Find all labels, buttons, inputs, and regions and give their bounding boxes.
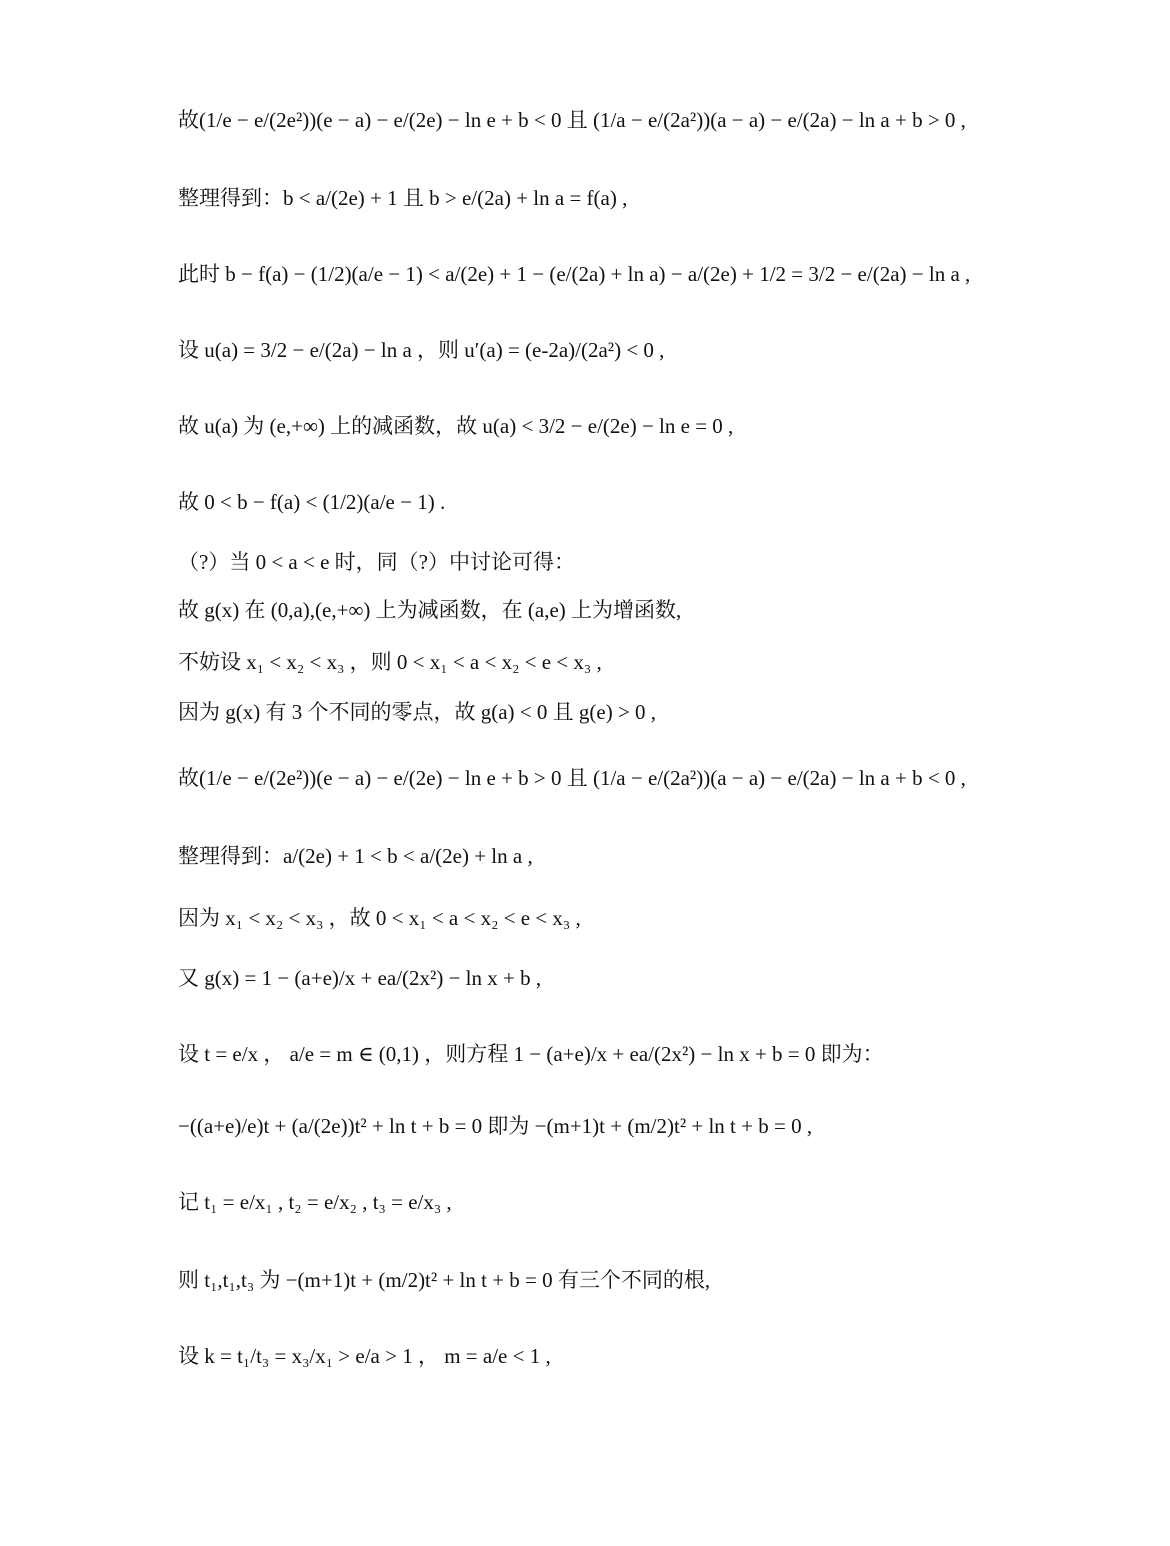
solution-line-14: 又 g(x) = 1 − (a+e)/x + ea/(2x²) − ln x + b , <box>178 966 542 990</box>
solution-line-5: 故 u(a) 为 (e,+∞) 上的减函数，故 u(a) < 3/2 − e/(2e) − ln e = 0 , <box>178 414 734 438</box>
solution-line-17: 记 t₁ = e/x₁ , t₂ = e/x₂ , t₃ = e/x₃ , <box>178 1190 452 1214</box>
solution-line-13: 因为 x₁ < x₂ < x₃ ，故 0 < x₁ < a < x₂ < e < x₃ , <box>178 906 581 930</box>
case-heading: （?）当 0 < a < e 时，同（?）中讨论可得： <box>178 550 575 574</box>
solution-line-10: 因为 g(x) 有 3 个不同的零点，故 g(a) < 0 且 g(e) > 0 , <box>178 700 657 724</box>
solution-line-4: 设 u(a) = 3/2 − e/(2a) − ln a ，则 u′(a) = (e-2a)/(2a²) < 0 , <box>178 338 665 362</box>
solution-line-11: 故(1/e − e/(2e²))(e − a) − e/(2e) − ln e + b > 0 且 (1/a − e/(2a²))(a − a) − e/(2a) − ln a + b < 0 , <box>178 766 966 790</box>
solution-line-1: 故(1/e − e/(2e²))(e − a) − e/(2e) − ln e + b < 0 且 (1/a − e/(2a²))(a − a) − e/(2a) − ln a + b > 0 , <box>178 108 966 132</box>
solution-line-9: 不妨设 x₁ < x₂ < x₃ ，则 0 < x₁ < a < x₂ < e < x₃ , <box>178 650 602 674</box>
solution-line-18: 则 t₁,t₁,t₃ 为 −(m+1)t + (m/2)t² + ln t + b = 0 有三个不同的根, <box>178 1268 711 1292</box>
solution-line-19: 设 k = t₁/t₃ = x₃/x₁ > e/a > 1 ， m = a/e < 1 , <box>178 1344 551 1368</box>
solution-line-12: 整理得到：a/(2e) + 1 < b < a/(2e) + ln a , <box>178 844 533 868</box>
solution-line-3: 此时 b − f(a) − (1/2)(a/e − 1) < a/(2e) + 1 − (e/(2a) + ln a) − a/(2e) + 1/2 = 3/2 − e/(2a) − ln a , <box>178 262 971 286</box>
solution-line-6: 故 0 < b − f(a) < (1/2)(a/e − 1) . <box>178 490 446 514</box>
solution-line-16: −((a+e)/e)t + (a/(2e))t² + ln t + b = 0 即为 −(m+1)t + (m/2)t² + ln t + b = 0 , <box>178 1114 813 1138</box>
solution-line-8: 故 g(x) 在 (0,a),(e,+∞) 上为减函数，在 (a,e) 上为增函数, <box>178 598 682 622</box>
solution-line-15: 设 t = e/x ， a/e = m ∈ (0,1) ，则方程 1 − (a+e)/x + ea/(2x²) − ln x + b = 0 即为： <box>178 1042 884 1066</box>
solution-line-2: 整理得到：b < a/(2e) + 1 且 b > e/(2a) + ln a = f(a) , <box>178 186 628 210</box>
